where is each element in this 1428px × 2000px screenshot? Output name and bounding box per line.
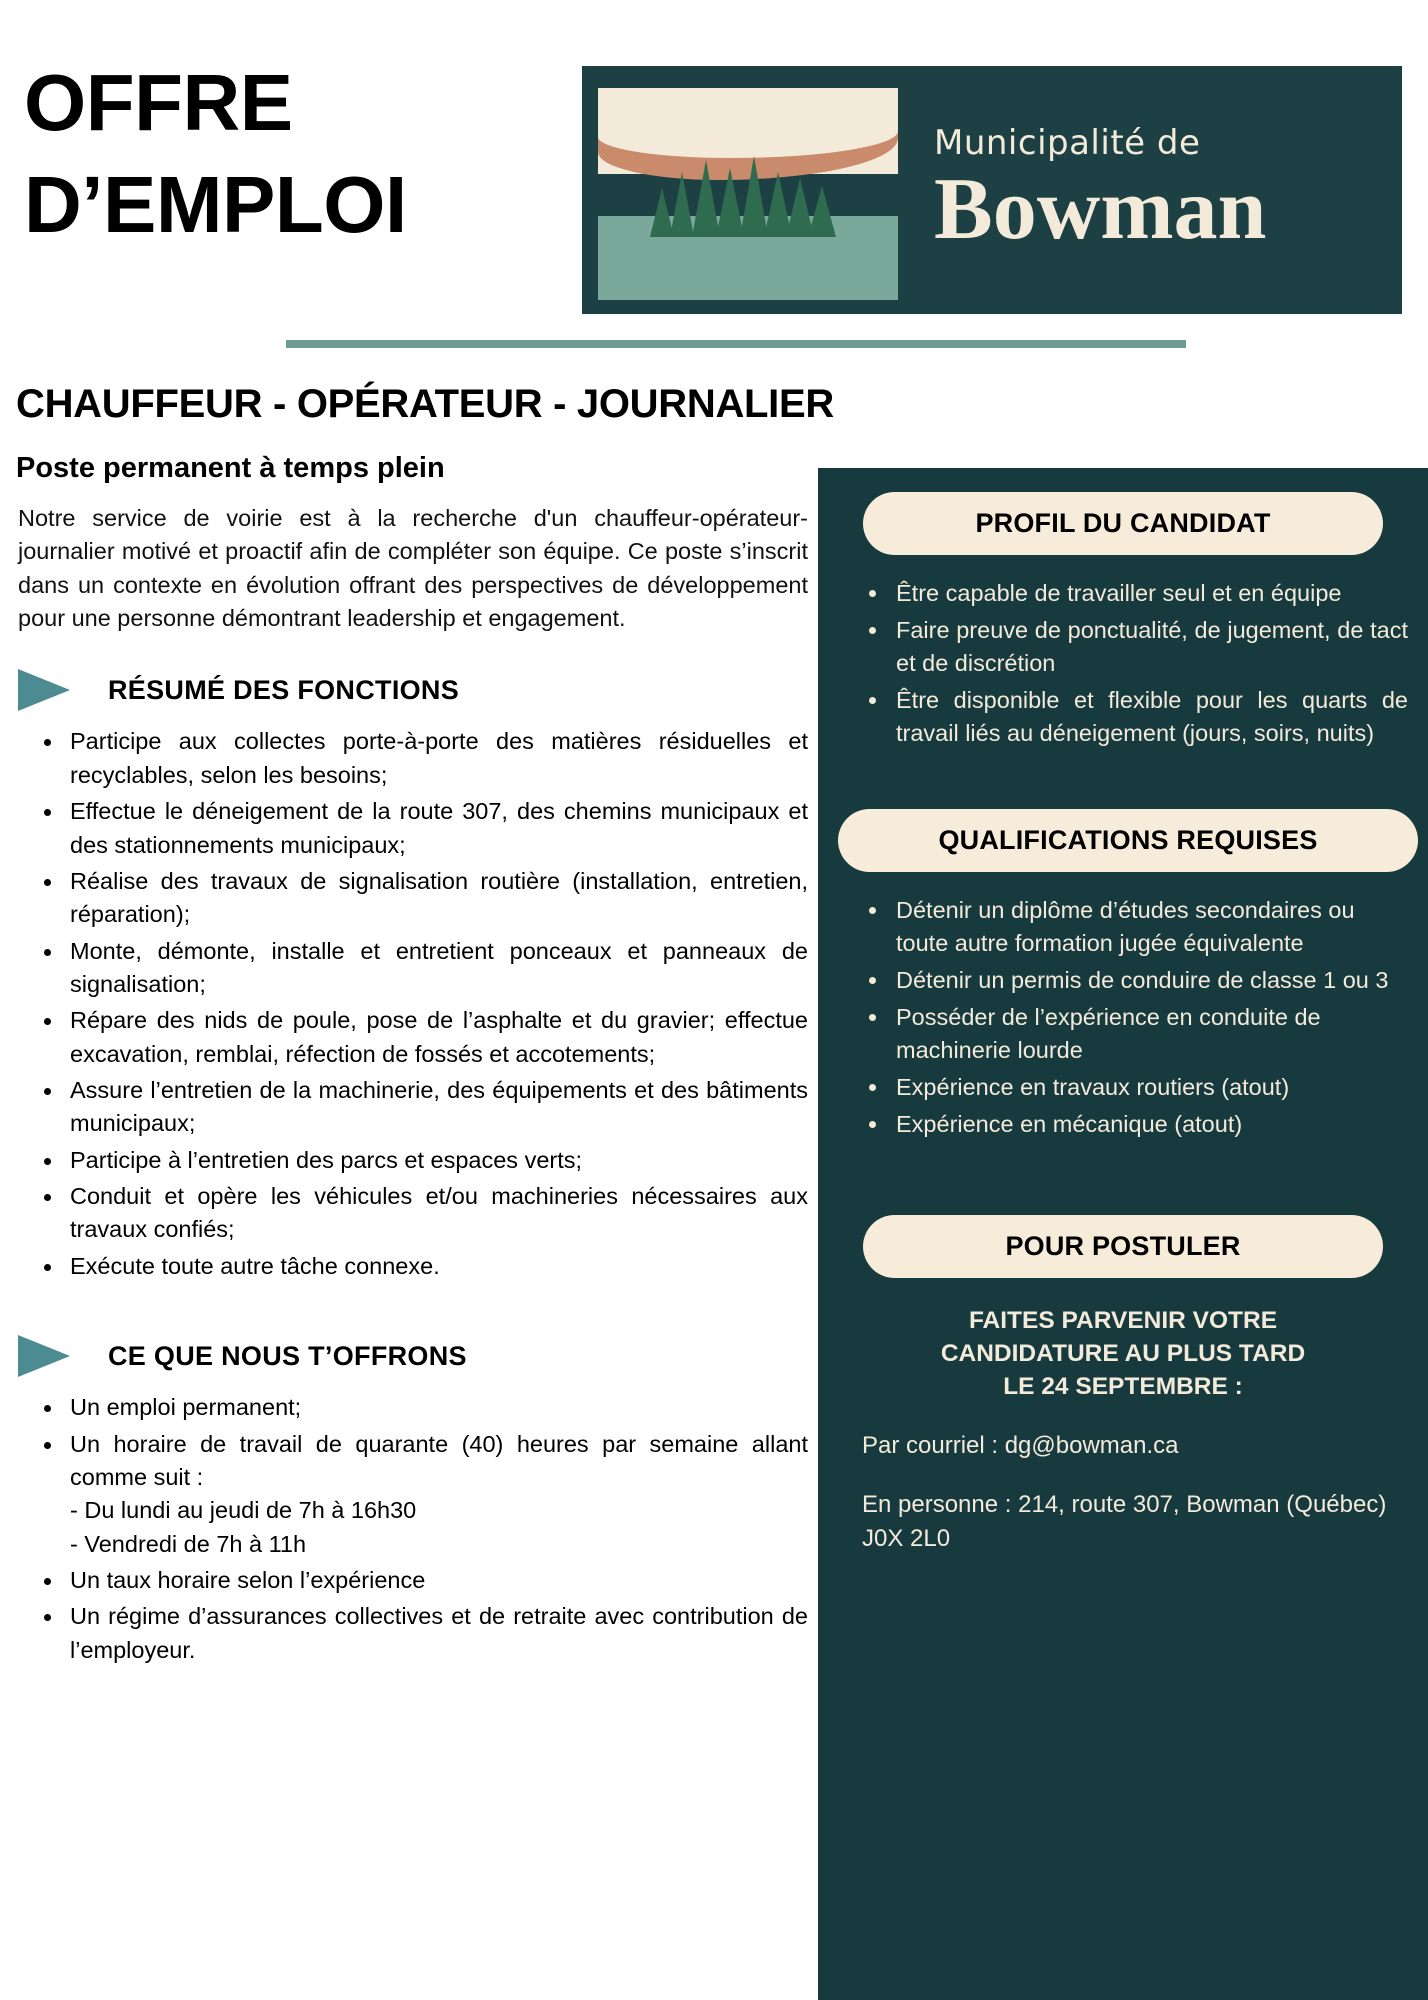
forest-icon — [650, 142, 840, 232]
list-item: • Participe aux collectes porte-à-porte des matières résiduelles et recyclables, selon les besoins; — [64, 725, 808, 792]
offer-title: CE QUE NOUS T’OFFRONS — [108, 1340, 467, 1371]
header — [0, 0, 1428, 320]
profile-title-badge: PROFIL DU CANDIDAT — [863, 492, 1383, 555]
job-title: CHAUFFEUR - OPÉRATEUR - JOURNALIER — [16, 382, 834, 426]
apply-title-badge: POUR POSTULER — [863, 1215, 1383, 1278]
schedule-line: - Vendredi de 7h à 11h — [70, 1530, 307, 1557]
list-item: • Conduit et opère les véhicules et/ou machineries nécessaires aux travaux confiés; — [64, 1180, 808, 1247]
qualifications-title-badge: QUALIFICATIONS REQUISES — [838, 809, 1418, 872]
sidebar-panel — [818, 468, 1428, 2000]
logo-name: Bowman — [934, 161, 1267, 258]
apply-email[interactable]: Par courriel : dg@bowman.ca — [862, 1431, 1179, 1459]
list-item: • Effectue le déneigement de la route 307, des chemins municipaux et des stationnements municipaux; — [64, 795, 808, 862]
logo-banner — [582, 66, 1402, 314]
logo-municipality-label: Municipalité de — [934, 123, 1201, 163]
apply-address: En personne : 214, route 307, Bowman (Québec) J0X 2L0 — [862, 1491, 1387, 1553]
profile-list — [838, 577, 1408, 749]
list-item: • Expérience en travaux routiers (atout) — [890, 1071, 1408, 1104]
list-item: • Monte, démonte, installe et entretient ponceaux et panneaux de signalisation; — [64, 935, 808, 1002]
apply-deadline-line-2: CANDIDATURE AU PLUS TARD — [940, 1339, 1306, 1367]
list-item — [64, 1428, 808, 1561]
list-item: • Réalise des travaux de signalisation routière (installation, entretien, réparation); — [64, 865, 808, 932]
offer-schedule-text: Un horaire de travail de quarante (40) heures par semaine allant comme suit : — [70, 1430, 808, 1490]
list-item: • Être capable de travailler seul et en équipe — [890, 577, 1408, 610]
list-item: • Détenir un diplôme d’études secondaires ou toute autre formation jugée équivalente — [890, 894, 1408, 960]
offer-list — [18, 1391, 808, 1667]
list-item: • Assure l’entretien de la machinerie, des équipements et des bâtiments municipaux; — [64, 1074, 808, 1141]
qualifications-list — [838, 894, 1408, 1140]
duties-title: RÉSUMÉ DES FONCTIONS — [108, 674, 460, 705]
list-item: • Un taux horaire selon l’expérience — [64, 1564, 808, 1597]
page-title — [24, 52, 584, 257]
list-item: • Exécute toute autre tâche connexe. — [64, 1250, 808, 1283]
offer-heading — [18, 1335, 808, 1377]
list-item: • Être disponible et flexible pour les quarts de travail liés au déneigement (jours, soirs, nuits) — [890, 684, 1408, 750]
apply-deadline — [838, 1304, 1408, 1403]
header-divider — [286, 340, 1186, 348]
offer-line-2: D’EMPLOI — [24, 160, 407, 250]
list-item: • Participe à l’entretien des parcs et espaces verts; — [64, 1144, 808, 1177]
main-content — [18, 502, 808, 1670]
offer-line-1: OFFRE — [24, 58, 293, 147]
apply-deadline-line-3: LE 24 SEPTEMBRE : — [1003, 1372, 1243, 1400]
schedule-line: - Du lundi au jeudi de 7h à 16h30 — [70, 1497, 417, 1524]
list-item: • Faire preuve de ponctualité, de jugement, de tact et de discrétion — [890, 614, 1408, 680]
apply-deadline-line-1: FAITES PARVENIR VOTRE — [968, 1306, 1278, 1334]
arrow-right-icon — [18, 1335, 70, 1377]
list-item: • Un emploi permanent; — [64, 1391, 808, 1424]
duties-list — [18, 725, 808, 1283]
job-intro: Notre service de voirie est à la recherche d'un chauffeur-opérateur-journalier motivé et proactif afin de compléter son équipe. Ce poste s’inscrit dans un contexte en évolution offrant des perspectives de développement pour une personne démontrant leadership et engagement. — [18, 505, 808, 632]
landscape-logo-icon — [598, 80, 898, 300]
job-subtitle: Poste permanent à temps plein — [16, 452, 445, 484]
duties-heading — [18, 669, 808, 711]
list-item: • Répare des nids de poule, pose de l’asphalte et du gravier; effectue excavation, remblai, réfection de fossés et accotements; — [64, 1004, 808, 1071]
arrow-right-icon — [18, 669, 70, 711]
list-item: • Expérience en mécanique (atout) — [890, 1108, 1408, 1141]
logo-wordmark — [934, 123, 1267, 258]
list-item: • Posséder de l’expérience en conduite de machinerie lourde — [890, 1001, 1408, 1067]
list-item: • Détenir un permis de conduire de classe 1 ou 3 — [890, 964, 1408, 997]
list-item: • Un régime d’assurances collectives et de retraite avec contribution de l’employeur. — [64, 1600, 808, 1667]
